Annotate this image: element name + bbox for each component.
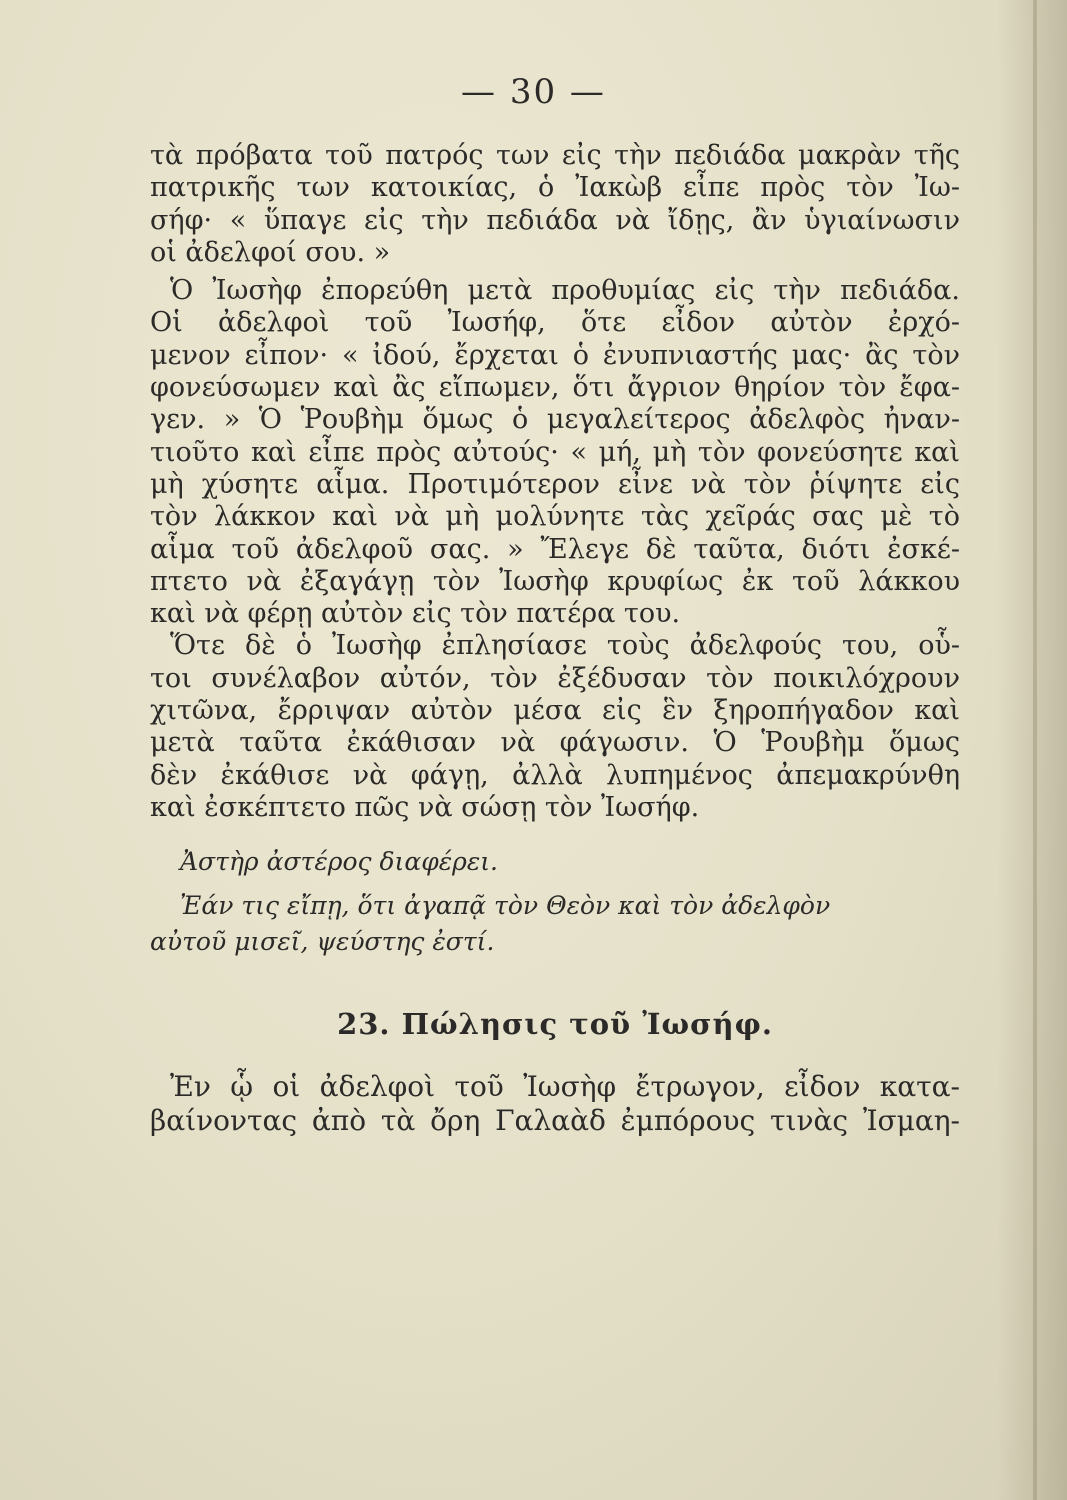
text-line: τιοῦτο καὶ εἶπε πρὸς αὐτούς· « μή, μὴ τὸν φονεύσητε καὶ (150, 436, 960, 468)
text-line: μετὰ ταῦτα ἐκάθισαν νὰ φάγωσιν. Ὁ Ῥουβὴμ ὅμως (150, 727, 960, 759)
page-gutter-shadow (997, 0, 1067, 1500)
quotations (150, 844, 960, 960)
binding-edge (1033, 0, 1037, 1500)
text-line: Ὅτε δὲ ὁ Ἰωσὴφ ἐπλησίασε τοὺς ἀδελφούς του, οὗ- (170, 630, 960, 662)
paragraph-4 (150, 1070, 960, 1138)
paragraph-1 (150, 140, 960, 269)
text-line: οἱ ἀδελφοί σου. » (150, 236, 391, 268)
body-text (150, 140, 960, 1138)
text-line: βαίνοντας ἀπὸ τὰ ὄρη Γαλαὰδ ἐμπόρους τινὰς Ἰσμαη- (150, 1104, 960, 1138)
text-line: μὴ χύσητε αἷμα. Προτιμότερον εἶνε νὰ τὸν ῥίψητε εἰς (150, 468, 960, 500)
quote-line: Ἀστὴρ ἀστέρος διαφέρει. (180, 847, 498, 877)
text-line: Ἐν ᾧ οἱ ἀδελφοὶ τοῦ Ἰωσὴφ ἔτρωγον, εἶδον κατα- (170, 1070, 960, 1104)
text-line: πατρικῆς των κατοικίας, ὁ Ἰακὼβ εἶπε πρὸς τὸν Ἰω- (150, 172, 960, 204)
quote-line: Ἐάν τις εἴπῃ, ὅτι ἀγαπᾷ τὸν Θεὸν καὶ τὸν ἀδελφὸν (180, 891, 831, 921)
text-line: τὸν λάκκον καὶ νὰ μὴ μολύνητε τὰς χεῖράς σας μὲ τὸ (150, 501, 960, 533)
text-line: Οἱ ἀδελφοὶ τοῦ Ἰωσήφ, ὅτε εἶδον αὐτὸν ἐρχό- (150, 307, 960, 339)
text-line: Ὁ Ἰωσὴφ ἐπορεύθη μετὰ προθυμίας εἰς τὴν πεδιάδα. (170, 275, 960, 307)
paragraph-2 (150, 275, 960, 630)
text-line: καὶ νὰ φέρῃ αὐτὸν εἰς τὸν πατέρα του. (150, 598, 681, 630)
quote-line: αὐτοῦ μισεῖ, ψεύστης ἐστί. (150, 927, 495, 957)
text-line: φονεύσωμεν καὶ ἂς εἴπωμεν, ὅτι ἄγριον θηρίον τὸν ἔφα- (150, 372, 960, 404)
text-line: τοι συνέλαβον αὐτόν, τὸν ἐξέδυσαν τὸν ποικιλόχρουν (150, 662, 960, 694)
text-line: σήφ· « ὕπαγε εἰς τὴν πεδιάδα νὰ ἴδῃς, ἂν ὑγιαίνωσιν (150, 204, 960, 236)
text-line: δὲν ἐκάθισε νὰ φάγῃ, ἀλλὰ λυπημένος ἀπεμακρύνθη (150, 759, 960, 791)
text-line: πτετο νὰ ἐξαγάγῃ τὸν Ἰωσὴφ κρυφίως ἐκ τοῦ λάκκου (150, 565, 960, 597)
section-heading: 23. Πώλησις τοῦ Ἰωσήφ. (337, 1007, 773, 1042)
text-line: αἷμα τοῦ ἀδελφοῦ σας. » Ἔλεγε δὲ ταῦτα, διότι ἐσκέ- (150, 533, 960, 565)
text-line: γεν. » Ὁ Ῥουβὴμ ὅμως ὁ μεγαλείτερος ἀδελφὸς ἠναν- (150, 404, 960, 436)
page-number: — 30 — (461, 72, 606, 112)
text-line: τὰ πρόβατα τοῦ πατρός των εἰς τὴν πεδιάδα μακρὰν τῆς (150, 140, 960, 171)
text-line: καὶ ἐσκέπτετο πῶς νὰ σώσῃ τὸν Ἰωσήφ. (150, 791, 700, 823)
text-line: μενον εἶπον· « ἰδού, ἔρχεται ὁ ἐνυπνιαστής μας· ἂς τὸν (150, 339, 960, 371)
paragraph-3 (150, 630, 960, 824)
text-line: χιτῶνα, ἔρριψαν αὐτὸν μέσα εἰς ἓν ξηροπήγαδον καὶ (150, 695, 960, 727)
